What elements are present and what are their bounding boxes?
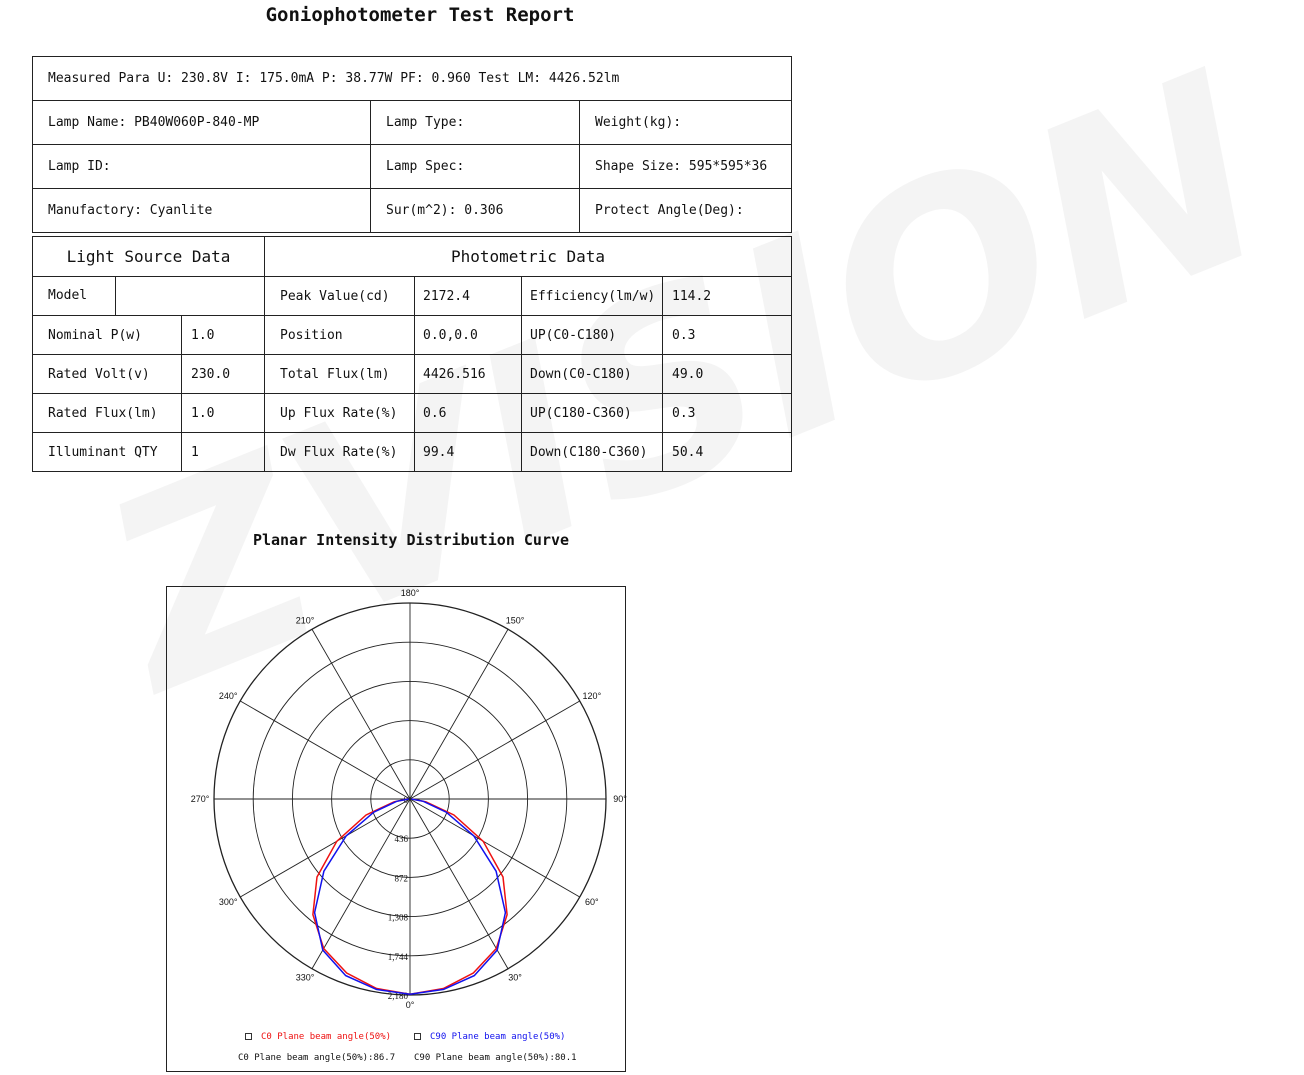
legend-label-c0: C0 Plane beam angle(50%): [261, 1032, 392, 1042]
lamp-spec: Lamp Spec:: [371, 145, 580, 189]
lamp-type: Lamp Type:: [371, 101, 580, 145]
manufactory: Manufactory: Cyanlite: [33, 189, 371, 233]
model-label: Model: [33, 277, 116, 315]
nominal-p: 1.0: [182, 316, 265, 355]
radial-tick-label: 0: [403, 795, 408, 805]
dw-flux-rate-label: Dw Flux Rate(%): [265, 433, 415, 472]
radial-tick-label: 872: [394, 873, 408, 884]
radial-tick-label: 2,180: [387, 991, 408, 1001]
radial-tick-label: 1,308: [387, 912, 408, 923]
angle-label: 0°: [405, 1000, 415, 1010]
down-c0-label: Down(C0-C180): [522, 355, 663, 394]
angle-label: 90°: [613, 794, 627, 804]
rated-volt: 230.0: [182, 355, 265, 394]
angle-label: 120°: [582, 691, 602, 701]
polar-chart-frame: [166, 586, 626, 1072]
grid-spoke: [410, 701, 580, 799]
up-c0: 0.3: [663, 316, 792, 355]
up-flux-rate-label: Up Flux Rate(%): [265, 394, 415, 433]
angle-label: 30°: [508, 972, 522, 983]
model-row: [33, 277, 265, 316]
peak-value: 2172.4: [415, 277, 522, 316]
grid-spoke: [312, 629, 410, 799]
nominal-p-label: Nominal P(w): [33, 316, 182, 355]
legend-c90: [414, 1032, 565, 1042]
grid-spoke: [312, 799, 410, 969]
dw-flux-rate: 99.4: [415, 433, 522, 472]
efficiency: 114.2: [663, 277, 792, 316]
light-source-header: Light Source Data: [33, 237, 265, 277]
grid-spoke: [410, 799, 580, 897]
position-label: Position: [265, 316, 415, 355]
surface-area: Sur(m^2): 0.306: [371, 189, 580, 233]
data-table: [32, 236, 792, 472]
footer-c90-beam: C90 Plane beam angle(50%):80.1: [414, 1053, 577, 1063]
legend-box-c90: [414, 1033, 421, 1040]
angle-label: 180°: [400, 588, 420, 598]
angle-label: 150°: [505, 615, 525, 626]
shape-size: Shape Size: 595*595*36: [580, 145, 792, 189]
down-c0: 49.0: [663, 355, 792, 394]
legend-label-c90: C90 Plane beam angle(50%): [430, 1032, 566, 1042]
up-c0-label: UP(C0-C180): [522, 316, 663, 355]
angle-label: 240°: [218, 691, 238, 701]
info-table: [32, 56, 792, 233]
total-flux: 4426.516: [415, 355, 522, 394]
grid-spoke: [240, 701, 410, 799]
angle-label: 300°: [218, 897, 238, 907]
legend-box-c0: [245, 1033, 252, 1040]
radial-tick-label: 436: [394, 834, 408, 845]
protect-angle: Protect Angle(Deg):: [580, 189, 792, 233]
up-flux-rate: 0.6: [415, 394, 522, 433]
up-c180-label: UP(C180-C360): [522, 394, 663, 433]
lamp-name: Lamp Name: PB40W060P-840-MP: [33, 101, 371, 145]
grid-spoke: [410, 799, 508, 969]
position: 0.0,0.0: [415, 316, 522, 355]
model-value: [116, 277, 264, 315]
illuminant-qty: 1: [182, 433, 265, 472]
weight: Weight(kg):: [580, 101, 792, 145]
measured-para: Measured Para U: 230.8V I: 175.0mA P: 38.77W PF: 0.960 Test LM: 4426.52lm: [33, 57, 792, 101]
up-c180: 0.3: [663, 394, 792, 433]
lamp-id: Lamp ID:: [33, 145, 371, 189]
angle-label: 270°: [190, 794, 210, 804]
rated-volt-label: Rated Volt(v): [33, 355, 182, 394]
total-flux-label: Total Flux(lm): [265, 355, 415, 394]
rated-flux: 1.0: [182, 394, 265, 433]
footer-c0-beam: C0 Plane beam angle(50%):86.7: [238, 1053, 396, 1063]
efficiency-label: Efficiency(lm/w): [522, 277, 663, 316]
angle-label: 210°: [295, 615, 315, 626]
radial-tick-label: 1,744: [387, 951, 408, 962]
polar-chart: [167, 587, 625, 1071]
grid-spoke: [240, 799, 410, 897]
report-title: Goniophotometer Test Report: [265, 4, 575, 26]
photometric-header: Photometric Data: [265, 237, 792, 277]
curve-title: Planar Intensity Distribution Curve: [252, 531, 570, 549]
grid-spoke: [410, 629, 508, 799]
rated-flux-label: Rated Flux(lm): [33, 394, 182, 433]
down-c180: 50.4: [663, 433, 792, 472]
angle-label: 60°: [585, 897, 599, 907]
peak-value-label: Peak Value(cd): [265, 277, 415, 316]
legend-c0: [245, 1032, 391, 1042]
illuminant-qty-label: Illuminant QTY: [33, 433, 182, 472]
angle-label: 330°: [295, 972, 315, 983]
down-c180-label: Down(C180-C360): [522, 433, 663, 472]
